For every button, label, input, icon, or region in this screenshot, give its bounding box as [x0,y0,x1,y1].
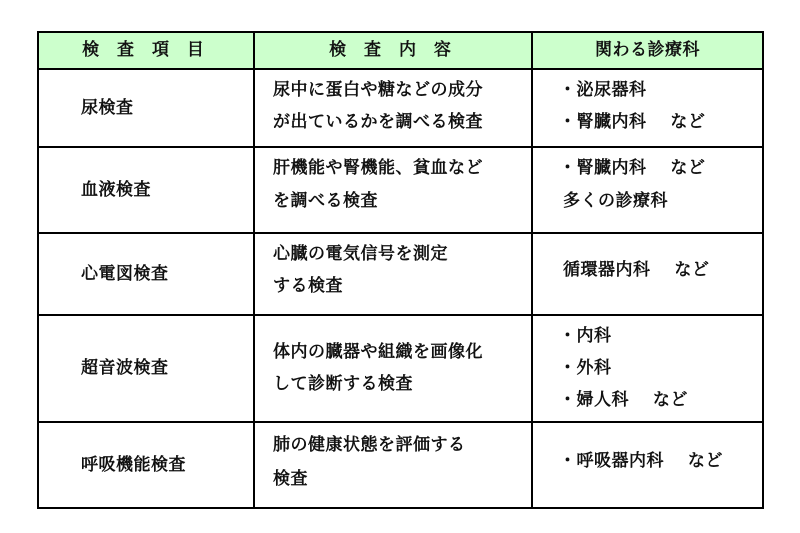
content-line: を調べる検査 [273,191,378,211]
department-line: ・内科 [559,326,612,346]
exam-content-ultrasound [255,316,533,423]
exam-name-ecg: 心電図検査 [39,234,255,316]
header-departments: 関わる診療科 [533,33,762,70]
exam-content-blood [255,148,533,234]
departments-ecg [533,234,762,316]
department-line: ・呼吸器内科 など [559,451,723,471]
department-line: ・泌尿器科 [559,80,647,100]
departments-ultrasound [533,316,762,423]
content-line: 肺の健康状態を評価する [273,435,466,455]
exam-name-urine: 尿検査 [39,70,255,148]
content-line: 検査 [273,469,308,489]
content-line: して診断する検査 [273,374,413,394]
header-exam-item: 検 査 項 目 [39,33,255,70]
exam-name-ultrasound: 超音波検査 [39,316,255,423]
header-exam-content: 検 査 内 容 [255,33,533,70]
content-line: 体内の臓器や組織を画像化 [273,342,483,362]
content-line: 尿中に蛋白や糖などの成分 [273,80,483,100]
exam-content-ecg [255,234,533,316]
department-line: 多くの診療科 [563,191,668,211]
content-line: 心臓の電気信号を測定 [273,244,448,264]
content-line: が出ているかを調べる検査 [273,112,483,132]
department-line: ・腎臓内科 など [559,158,706,178]
exam-table [37,31,764,509]
content-line: する検査 [273,276,343,296]
exam-name-blood: 血液検査 [39,148,255,234]
exam-content-urine [255,70,533,148]
department-line: ・婦人科 など [559,390,688,410]
departments-blood [533,148,762,234]
departments-urine [533,70,762,148]
department-line: ・外科 [559,358,612,378]
content-line: 肝機能や腎機能、貧血など [273,158,483,178]
department-line: ・腎臓内科 など [559,112,706,132]
department-line: 循環器内科 など [563,260,710,280]
departments-respiratory [533,423,762,507]
exam-content-respiratory [255,423,533,507]
exam-name-respiratory: 呼吸機能検査 [39,423,255,507]
